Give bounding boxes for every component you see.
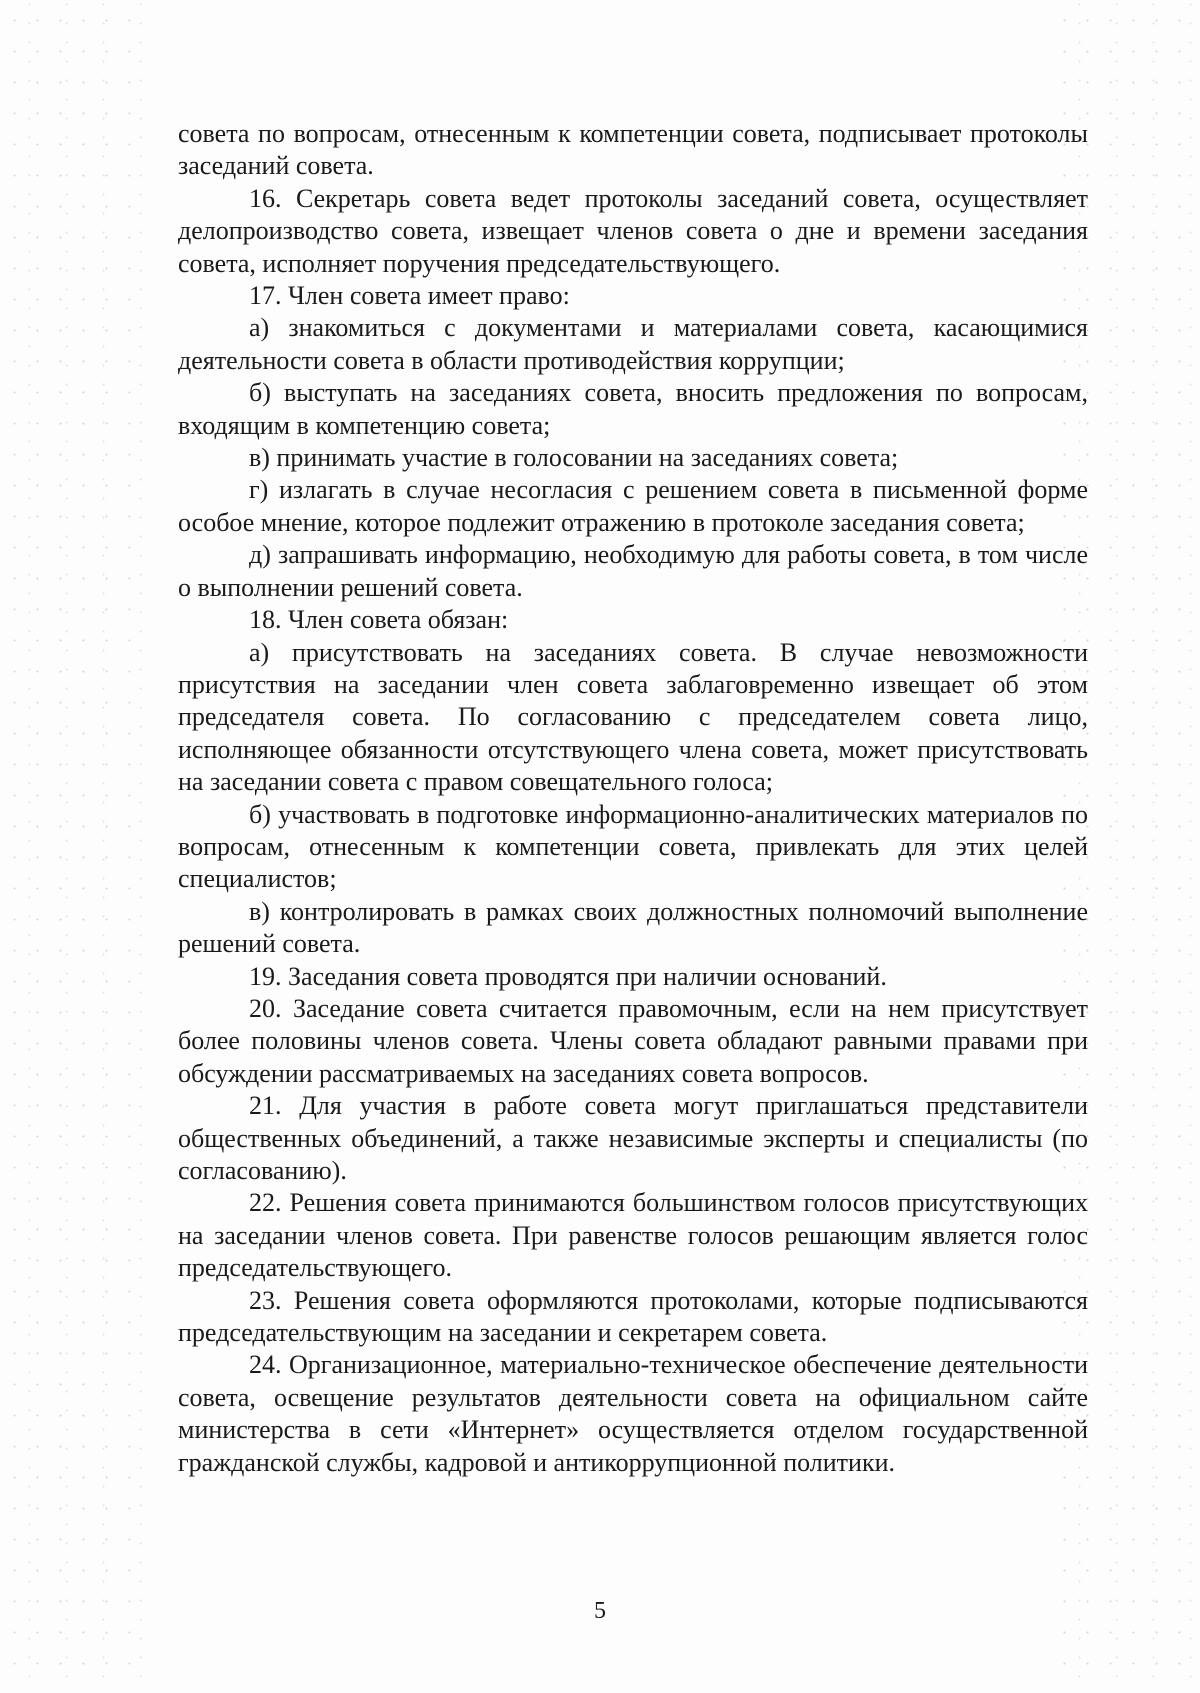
paragraph-16-secretary: 16. Секретарь совета ведет протоколы заседаний совета, осуществляет делопроизводство совета, извещает членов совета о дне и времени заседания совета, исполняет поручения председательствующего. bbox=[178, 183, 1088, 278]
paragraph-23: 23. Решения совета оформляются протоколами, которые подписываются председательствующим на заседании и секретарем совета. bbox=[178, 1285, 1088, 1348]
paragraph-17v: в) принимать участие в голосовании на заседаниях совета; bbox=[249, 443, 899, 473]
paragraph-17g: г) излагать в случае несогласия с решением совета в письменной форме особое мнение, которое подлежит отражению в протоколе заседания совета; bbox=[178, 475, 1088, 537]
paragraph-24: 24. Организационное, материально-техническое обеспечение деятельности совета, освещение результатов деятельности совета на официальном сайте министерства в сети «Интернет» осуществляется отделом государственной гражданской службы, кадровой и антикоррупционной политики. bbox=[178, 1350, 1088, 1477]
paragraph-18a: а) присутствовать на заседаниях совета. В случае невозможности присутствия на заседании член совета заблаговременно извещает об этом председателя совета. По согласованию с председателем совета лицо, исполняющее обязанности отсутствующего члена совета, может присутствовать на заседании совета с правом совещательного голоса; bbox=[178, 637, 1088, 797]
paragraph-18b: б) участвовать в подготовке информационно-аналитических материалов по вопросам, отнесенным к компетенции совета, привлекать для этих целей специалистов; bbox=[178, 799, 1088, 894]
paragraph-continuation: совета по вопросам, отнесенным к компетенции совета, подписывает протоколы заседаний совета. bbox=[178, 119, 1088, 181]
paragraph-20: 20. Заседание совета считается правомочным, если на нем присутствует более половины членов совета. Члены совета обладают равными правами при обсуждении рассматриваемых на заседаниях совета вопросов. bbox=[178, 993, 1088, 1088]
paragraph-21: 21. Для участия в работе совета могут приглашаться представители общественных объединений, а также независимые эксперты и специалисты (по согласованию). bbox=[178, 1091, 1088, 1185]
paragraph-17b: б) выступать на заседаниях совета, вносить предложения по вопросам, входящим в компетенцию совета; bbox=[178, 378, 1088, 440]
paragraph-18-member-duties: 18. Член совета обязан: bbox=[249, 605, 509, 635]
paragraph-22: 22. Решения совета принимаются большинством голосов присутствующих на заседании членов совета. При равенстве голосов решающим является голос председательствующего. bbox=[178, 1188, 1088, 1283]
document-body bbox=[178, 118, 1088, 1479]
page-number: 5 bbox=[594, 1598, 606, 1624]
paragraph-19: 19. Заседания совета проводятся при наличии оснований. bbox=[249, 961, 887, 991]
paragraph-17a: а) знакомиться с документами и материалами совета, касающимися деятельности совета в области противодействия коррупции; bbox=[178, 313, 1088, 375]
paragraph-17d: д) запрашивать информацию, необходимую для работы совета, в том числе о выполнении решений совета. bbox=[178, 540, 1088, 602]
paragraph-17-member-rights: 17. Член совета имеет право: bbox=[249, 281, 570, 311]
scan-noise-left bbox=[0, 0, 150, 1693]
paragraph-18v: в) контролировать в рамках своих должностных полномочий выполнение решений совета. bbox=[178, 896, 1088, 959]
